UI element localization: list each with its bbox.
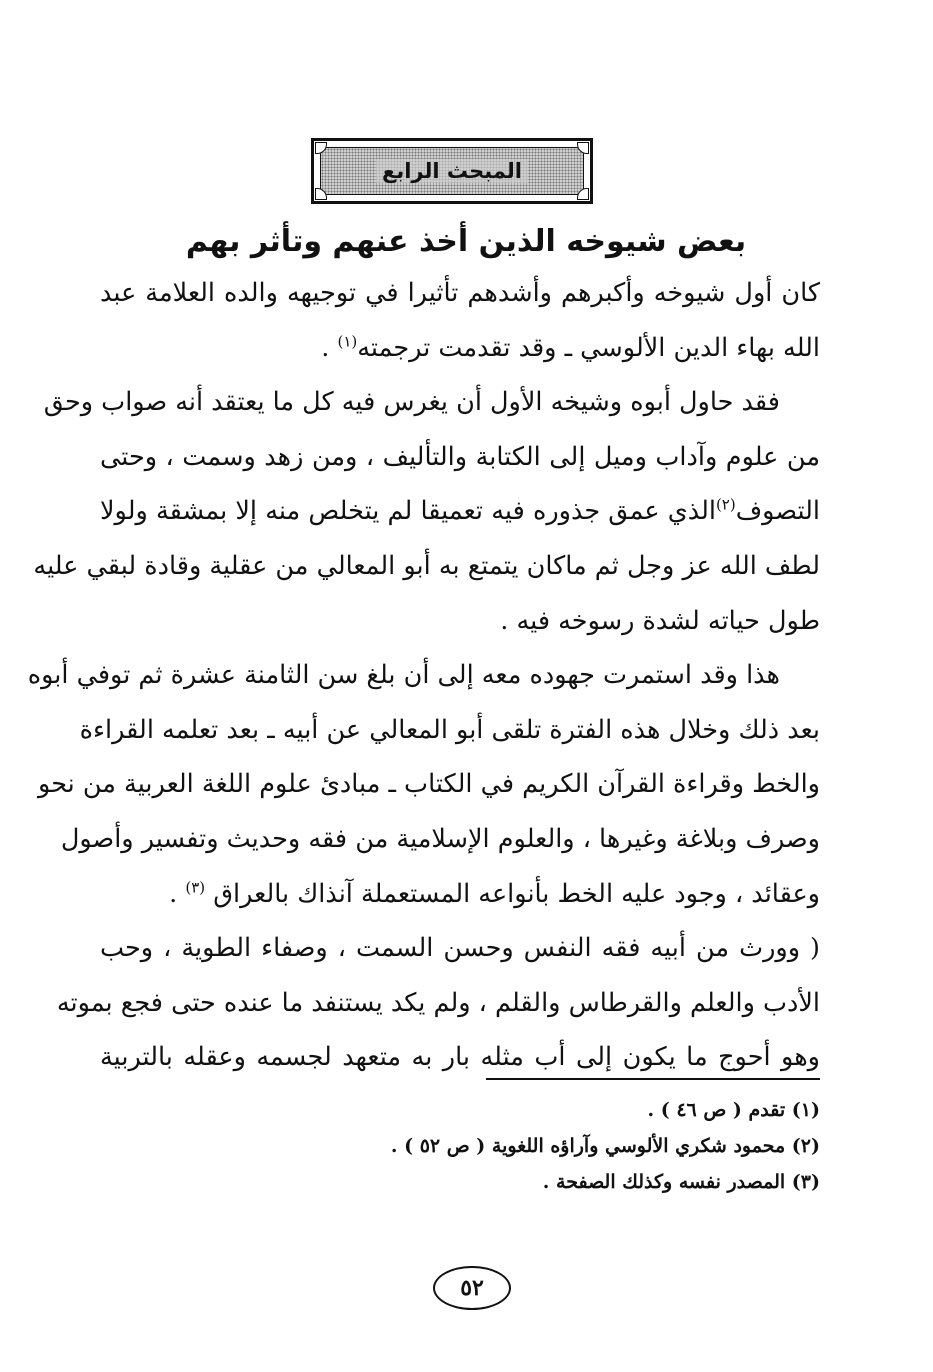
text-line: الأدب والعلم والقرطاس والقلم ، ولم يكد يستنفد ما عنده حتى فجع بموته [56,987,820,1018]
footnote-divider [486,1078,820,1080]
text-line: بعد ذلك وخلال هذه الفترة تلقى أبو المعالي عن أبيه ـ بعد تعلمه القراءة [79,714,820,745]
footnote-ref: (٢) [715,495,736,514]
text-line: كان أول شيوخه وأكبرهم وأشدهم تأثيرا في توجيهه والده العلامة عبد [100,278,820,308]
text-line-content: وعقائد ، وجود عليه الخط بأنواعه المستعملة آنذاك بالعراق [213,878,820,909]
text-line: فقد حاول أبوه وشيخه الأول أن يغرس فيه كل ما يعتقد أنه صواب وحق [43,387,780,418]
text-line: هذا وقد استمرت جهوده معه إلى أن بلغ سن الثامنة عشرة ثم توفي أبوه [27,660,780,691]
text-line: لطف الله عز وجل ثم ماكان يتمتع به أبو المعالي من عقلية وقادة لبقي عليه [33,550,820,581]
text-line: ( وورث من أبيه فقه النفس وحسن السمت ، وصفاء الطوية ، وحب [100,933,820,964]
page-number: ٥٢ [433,1266,511,1310]
text-line: وهو أحوج ما يكون إلى أب مثله بار به متعهد لجسمه وعقله بالتربية [100,1042,820,1073]
paragraph [27,648,820,921]
footnote: (٣) المصدر نفسه وكذلك الصفحة . [542,1171,820,1193]
text-line [100,484,820,539]
footnote: (١) تقدم ( ص ٤٦ ) . [647,1099,820,1121]
text-line: وصرف وبلاغة وغيرها ، والعلوم الإسلامية من فقه وحديث وتفسير وأصول [60,823,820,854]
line-tail: . [321,332,338,363]
body-text [27,266,820,1085]
text-line-content: التصوف [735,496,820,527]
section-heading-label: المبحث الرابع [376,159,528,183]
chapter-title: بعض شيوخه الذين أخذ عنهم وتأثر بهم [185,224,747,259]
footnote-ref: (٣) [185,878,206,897]
paragraph [100,266,820,375]
paragraph [56,921,820,1085]
section-heading-box [311,138,593,204]
text-line-content: الله بهاء الدين الألوسي ـ وقد تقدمت ترجمته [357,332,820,363]
line-tail: . [169,878,186,909]
footnote-ref: (١) [337,332,358,351]
text-line [100,867,820,922]
section-heading-panel [320,147,584,195]
text-line: من علوم وآداب وميل إلى الكتابة والتأليف ، ومن زهد وسمت ، وحتى [100,441,820,472]
footnote: (٢) محمود شكري الألوسي وآراؤه اللغوية ( ص ٥٢ ) . [390,1135,820,1157]
footnotes [200,1092,820,1200]
text-line-content: الذي عمق جذوره فيه تعميقا لم يتخلص منه إلا بمشقة ولولا [100,496,716,527]
text-line: والخط وقراءة القرآن الكريم في الكتاب ـ مبادئ علوم اللغة العربية من نحو [38,769,820,800]
text-line [100,321,820,376]
paragraph [33,375,820,648]
text-line: طول حياته لشدة رسوخه فيه . [500,605,820,636]
